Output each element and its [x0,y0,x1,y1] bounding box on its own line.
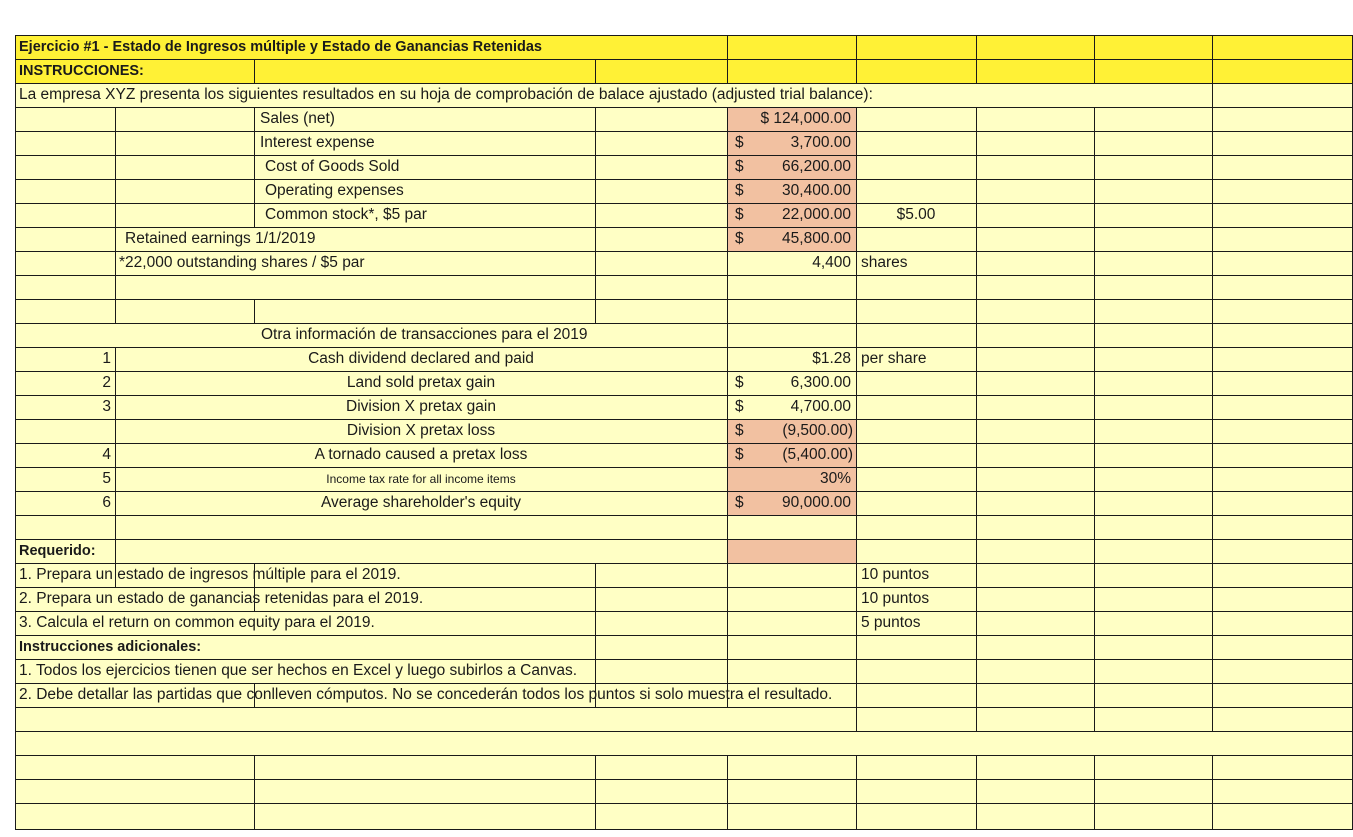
tx-unit[interactable]: per share [861,350,927,367]
requirement-points[interactable]: 5 puntos [861,614,921,631]
tb-label[interactable]: Common stock*, $5 par [265,206,427,223]
tx-num: 1 [102,350,111,367]
tb-value[interactable]: 45,800.00 [782,230,851,247]
tx-label[interactable]: Division X pretax loss [346,422,496,439]
tx-value[interactable]: 30% [819,470,851,487]
tx-value[interactable]: (5,400.00) [782,446,853,463]
other-info-header[interactable]: Otra información de transacciones para el 2019 [261,326,588,343]
tx-value[interactable]: 90,000.00 [782,494,851,511]
tb-value[interactable]: 22,000.00 [782,206,851,223]
currency-sign: $ [735,398,744,415]
tx-label[interactable]: Cash dividend declared and paid [308,350,534,367]
currency-sign: $ [735,446,744,463]
requirement-points[interactable]: 10 puntos [861,566,930,583]
tb-value[interactable]: 66,200.00 [782,158,851,175]
shares-value[interactable]: 4,400 [812,254,851,271]
tb-label[interactable]: Retained earnings 1/1/2019 [125,230,316,247]
currency-sign: $ [735,158,744,175]
tx-label[interactable]: Average shareholder's equity [321,494,521,511]
tx-label[interactable]: A tornado caused a pretax loss [314,446,528,463]
spreadsheet [15,35,1353,830]
tb-value[interactable]: $ 124,000.00 [760,110,851,127]
tx-num: 5 [102,470,111,487]
additional-instruction[interactable]: 2. Debe detallar las partidas que conlleven cómputos. No se concederán todos los puntos si solo muestra el resultado. [19,686,833,703]
currency-sign: $ [735,134,744,151]
tb-label[interactable]: Interest expense [260,134,375,151]
tx-value[interactable]: 4,700.00 [790,398,851,415]
tx-label[interactable]: Division X pretax gain [346,398,496,415]
required-header[interactable]: Requerido: [19,543,96,559]
tb-label[interactable]: Operating expenses [265,182,404,199]
sheet-title[interactable]: Ejercicio #1 - Estado de Ingresos múltiple y Estado de Ganancias Retenidas [19,39,542,55]
currency-sign: $ [735,230,744,247]
tb-label[interactable]: Cost of Goods Sold [265,158,400,175]
tx-value[interactable]: 6,300.00 [790,374,851,391]
requirement-text[interactable]: 3. Calcula el return on common equity para el 2019. [19,614,375,631]
additional-header[interactable]: Instrucciones adicionales: [19,639,202,655]
tx-num: 3 [102,398,111,415]
currency-sign: $ [735,374,744,391]
tb-value[interactable]: 3,700.00 [790,134,851,151]
instructions-header[interactable]: INSTRUCCIONES: [19,63,144,79]
salmon-cell [727,539,856,563]
par-value[interactable]: $5.00 [896,206,936,223]
tx-num: 6 [102,494,111,511]
requirement-text[interactable]: 1. Prepara un estado de ingresos múltiple para el 2019. [19,566,401,583]
intro-text[interactable]: La empresa XYZ presenta los siguientes resultados en su hoja de comprobación de balace ajustado (adjusted trial balance): [19,86,873,103]
currency-sign: $ [735,182,744,199]
tx-label[interactable]: Income tax rate for all income items [326,472,516,486]
tx-num: 4 [102,446,111,463]
requirement-points[interactable]: 10 puntos [861,590,930,607]
currency-sign: $ [735,422,744,439]
requirement-text[interactable]: 2. Prepara un estado de ganancias retenidas para el 2019. [19,590,424,607]
tb-label[interactable]: Sales (net) [260,110,335,127]
shares-unit[interactable]: shares [861,254,908,271]
tx-label[interactable]: Land sold pretax gain [346,374,496,391]
currency-sign: $ [735,206,744,223]
tx-value[interactable]: (9,500.00) [782,422,853,439]
additional-instruction[interactable]: 1. Todos los ejercicios tienen que ser hechos en Excel y luego subirlos a Canvas. [19,662,578,679]
tx-num: 2 [102,374,111,391]
tx-value[interactable]: $1.28 [812,350,851,367]
tb-value[interactable]: 30,400.00 [782,182,851,199]
shares-note[interactable]: *22,000 outstanding shares / $5 par [119,254,365,271]
currency-sign: $ [735,494,744,511]
